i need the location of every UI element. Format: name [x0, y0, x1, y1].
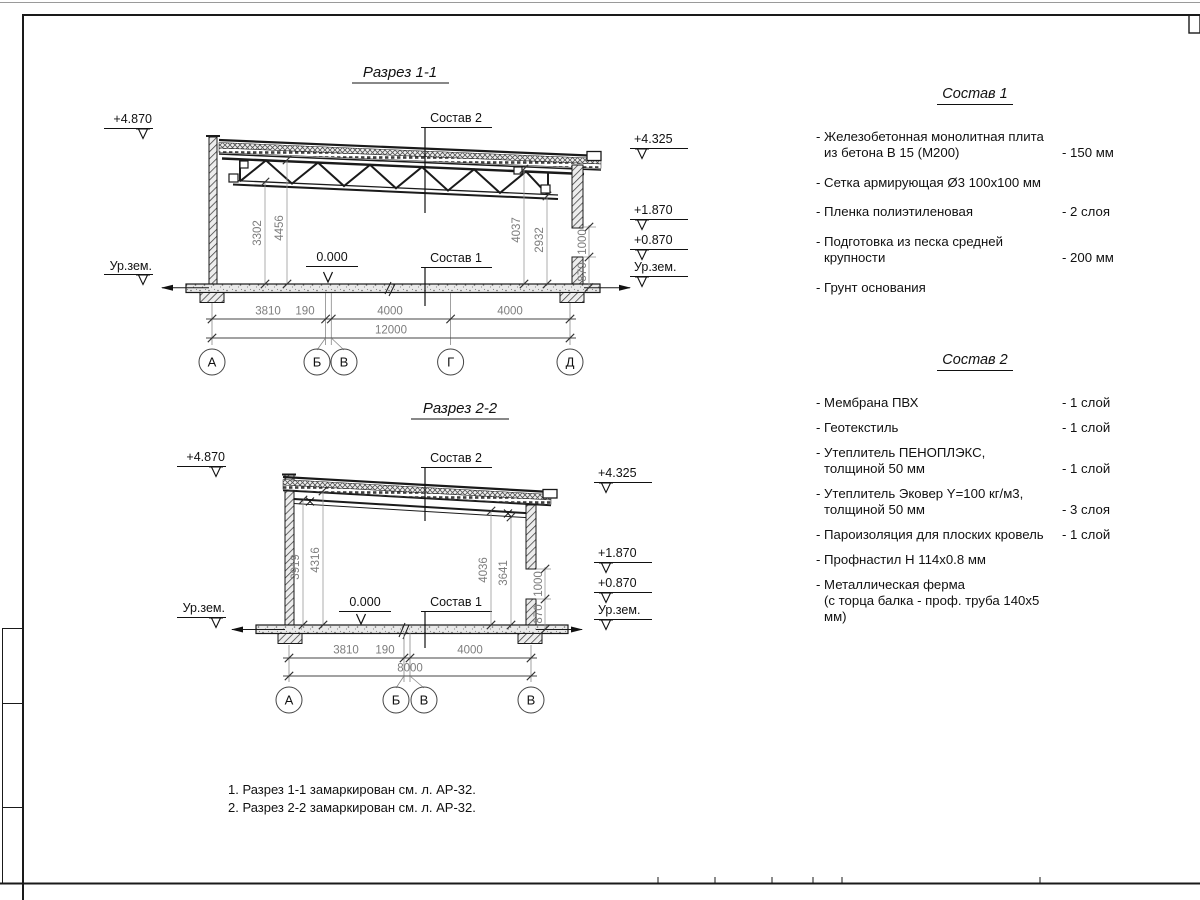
section-1-1-vertical-dims: [261, 156, 596, 292]
zero-level: 0.000: [316, 250, 348, 264]
dim-3810: 3810: [255, 305, 281, 318]
dim-12000: 12000: [375, 324, 407, 337]
section-1-1-axes: [199, 349, 583, 375]
axis-letter: А: [284, 692, 294, 708]
sostav2-callout: Состав 2: [430, 111, 482, 125]
dim-870: 870: [577, 262, 589, 282]
section-2-2: [177, 400, 652, 713]
item-value: - 150 мм: [1062, 145, 1114, 160]
item-value: - 1 слой: [1062, 526, 1111, 542]
dim-1000: 1000: [533, 571, 545, 597]
dim-3919: 3919: [290, 554, 302, 580]
item-value: - 200 мм: [1062, 250, 1114, 265]
list-item: [816, 486, 1134, 518]
elev-right-top: +4.325: [598, 466, 637, 480]
list-item: [816, 445, 1134, 477]
section-2-2-title: Разрез 2-2: [422, 400, 498, 417]
item-line: - Утеплитель ПЕНОПЛЭКС,: [816, 444, 986, 460]
sostav2-callout: Состав 2: [430, 451, 482, 465]
note-line-2: 2. Разрез 2-2 замаркирован см. л. АР-32.: [228, 799, 476, 815]
axis-letter: Б: [391, 692, 401, 708]
axis-bubble-d: [557, 349, 583, 375]
dim-190: 190: [375, 644, 395, 657]
axis-letter: В: [526, 692, 536, 708]
dim-8000: 8000: [397, 662, 423, 675]
elev-right-mid: +1.870: [598, 546, 637, 560]
dim-190: 190: [295, 305, 315, 318]
item-line: - Профнастил Н 114х0.8 мм: [816, 551, 986, 567]
dim-1000: 1000: [577, 229, 589, 255]
section-1-1-vertical-dim-texts: [252, 215, 589, 281]
axis-letter: Д: [565, 354, 575, 370]
item-value: - 3 слоя: [1062, 501, 1110, 517]
note-line-1: 1. Разрез 1-1 замаркирован см. л. АР-32.: [228, 782, 476, 797]
section-2-2-elevations: [177, 450, 652, 630]
axis-letter: А: [207, 354, 217, 370]
ground-right: Ур.зем.: [634, 260, 677, 274]
item-name: [816, 577, 1062, 625]
item-name: [816, 129, 1062, 162]
ground-left: Ур.зем.: [182, 601, 225, 615]
list-item: [816, 527, 1134, 543]
item-line: - Пленка полиэтиленовая: [816, 204, 973, 219]
composition-1-title-text: Состав 1: [937, 86, 1012, 105]
dim-3641: 3641: [498, 560, 510, 586]
item-name: [816, 395, 1062, 411]
item-line: - Мембрана ПВХ: [816, 394, 919, 410]
item-name: [816, 527, 1062, 543]
axis-bubble-b: [304, 349, 330, 375]
item-value: - 1 слой: [1062, 460, 1111, 476]
section-2-2-horizontal-dims: [283, 633, 537, 688]
axis-bubble-g: [438, 349, 464, 375]
sostav1-callout: Состав 1: [430, 251, 482, 265]
dim-4000-a: 4000: [377, 305, 403, 318]
section-1-1: [104, 64, 688, 375]
zero-level: 0.000: [349, 595, 381, 609]
item-line: - Подготовка из песка средней: [816, 233, 1003, 249]
list-item: [816, 175, 1134, 192]
sostav1-callout: Состав 1: [430, 595, 482, 609]
ground-right: Ур.зем.: [598, 603, 641, 617]
dim-3810: 3810: [333, 644, 359, 657]
axis-letter: Б: [312, 354, 322, 370]
composition-1-title: [816, 86, 1134, 105]
section-1-1-horizontal-dims: [206, 293, 576, 350]
ground-left: Ур.зем.: [109, 259, 152, 273]
section-2-2-vertical-dim-texts: [290, 547, 545, 623]
section-1-1-structure: [161, 136, 631, 303]
elev-left-top: +4.870: [186, 450, 225, 464]
list-item: [816, 204, 1134, 221]
item-line: - Пароизоляция для плоских кровель: [816, 526, 1044, 542]
section-2-2-structure: [231, 475, 583, 644]
title-block-ticks: [658, 877, 1040, 883]
section-2-2-axes: [276, 687, 544, 713]
item-name: [816, 204, 1062, 221]
dim-4037: 4037: [511, 217, 523, 243]
dim-2932: 2932: [534, 227, 546, 253]
item-name: [816, 420, 1062, 436]
item-name: [816, 234, 1062, 267]
dim-4036: 4036: [478, 557, 490, 583]
list-item: [816, 395, 1134, 411]
elev-right-low: +0.870: [598, 576, 637, 590]
list-item: [816, 552, 1134, 568]
item-line: - Утеплитель Эковер Y=100 кг/м3,: [816, 485, 1024, 501]
item-line: толщиной 50 мм: [824, 460, 925, 476]
axis-bubble-b: [383, 687, 409, 713]
list-item: [816, 234, 1134, 267]
item-name: [816, 445, 1062, 477]
axis-bubble-a: [199, 349, 225, 375]
list-item: [816, 420, 1134, 436]
section-1-1-labels: [306, 111, 492, 306]
list-item: [816, 577, 1134, 625]
axis-bubble-a: [276, 687, 302, 713]
axis-bubble-v: [331, 349, 357, 375]
elev-right-mid: +1.870: [634, 203, 673, 217]
dim-4316: 4316: [310, 547, 322, 573]
item-line: - Сетка армирующая Ø3 100х100 мм: [816, 174, 1041, 190]
item-name: [816, 280, 1062, 297]
item-value: - 1 слой: [1062, 419, 1111, 435]
dim-3302: 3302: [252, 220, 264, 246]
item-line: толщиной 50 мм: [824, 501, 925, 517]
section-1-1-title: Разрез 1-1: [362, 64, 438, 81]
item-name: [816, 486, 1062, 518]
axis-bubble-v1: [411, 687, 437, 713]
list-item: [816, 280, 1134, 297]
axis-letter: В: [419, 692, 429, 708]
item-line: - Металлическая ферма: [816, 576, 965, 592]
item-line: крупности: [824, 250, 886, 265]
section-1-1-elevations: [104, 112, 688, 287]
elev-right-low: +0.870: [634, 233, 673, 247]
elev-right-top: +4.325: [634, 132, 673, 146]
composition-list-2: [816, 352, 1134, 634]
item-value: - 1 слой: [1062, 394, 1111, 410]
dim-4000: 4000: [457, 644, 483, 657]
item-line: (с торца балка - проф. труба 140х5 мм): [824, 592, 1040, 624]
item-name: [816, 552, 1062, 568]
item-line: - Грунт основания: [816, 279, 926, 295]
item-line: - Геотекстиль: [816, 419, 899, 435]
item-line: - Железобетонная монолитная плита: [816, 128, 1044, 144]
dim-4000-b: 4000: [497, 305, 523, 318]
axis-bubble-v2: [518, 687, 544, 713]
axis-letter: Г: [447, 354, 455, 370]
list-item: [816, 129, 1134, 162]
item-value: - 2 слоя: [1062, 204, 1110, 219]
sheet-notes: [228, 781, 476, 816]
composition-2-title-text: Состав 2: [937, 352, 1012, 371]
item-line: из бетона В 15 (М200): [824, 145, 960, 160]
section-1-1-horizontal-dim-texts: [255, 306, 523, 337]
composition-list-1: [816, 86, 1134, 309]
axis-letter: В: [339, 354, 349, 370]
elev-left-top: +4.870: [113, 112, 152, 126]
composition-2-title: [816, 352, 1134, 371]
dim-870: 870: [533, 604, 545, 624]
dim-4456: 4456: [274, 215, 286, 241]
item-name: [816, 175, 1062, 192]
